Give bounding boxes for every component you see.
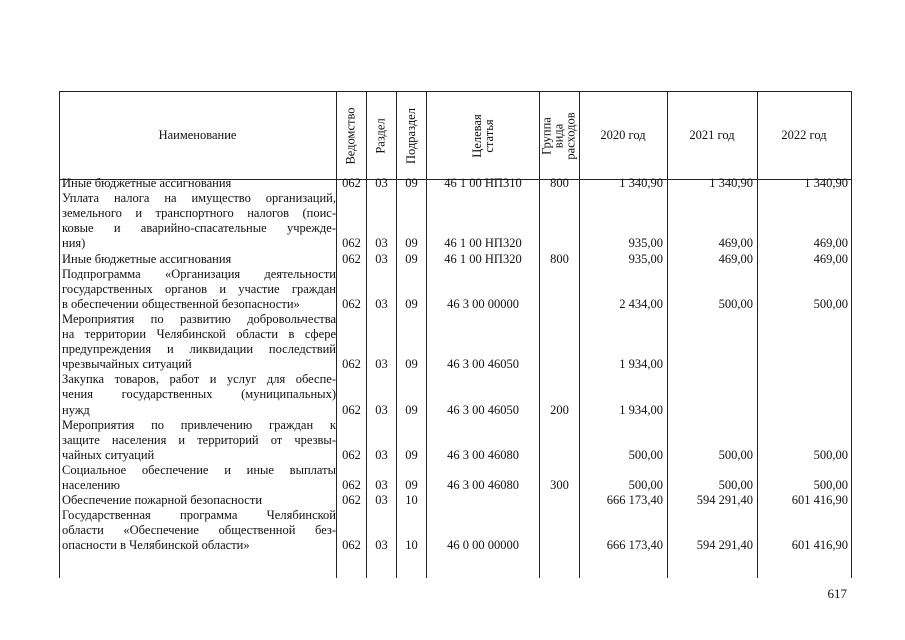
cell-v2022: 469,00 — [813, 236, 848, 251]
cell-grp: 300 — [550, 478, 569, 492]
cell-cel: 46 3 00 46080 — [447, 447, 519, 462]
row-name-line: чрезвычайных ситуаций — [62, 357, 192, 372]
cell-v2021: 500,00 — [718, 478, 753, 492]
cell-raz: 03 — [375, 296, 388, 311]
row-name-line: опасности в Челябинской области» — [62, 538, 250, 553]
cell-cel: 46 1 00 НП320 — [444, 236, 522, 251]
table-border-right — [851, 91, 852, 578]
row-name-line: защите населения и территорий от чрезвы- — [62, 432, 336, 447]
row-name-line: на территории Челябинской области в сфере — [62, 327, 336, 341]
row-name-line: Иные бюджетные ассигнования — [62, 251, 232, 266]
cell-v2020: 1 934,00 — [619, 402, 663, 417]
cell-v2022: 469,00 — [813, 251, 848, 266]
cell-v2020: 1 340,90 — [619, 176, 663, 190]
table-border-left — [59, 91, 60, 578]
header-name — [59, 92, 336, 179]
cell-ved: 062 — [342, 538, 361, 553]
header-2022-text: 2022 год — [781, 128, 827, 142]
cell-v2022: 500,00 — [813, 478, 848, 492]
cell-v2022: 500,00 — [813, 296, 848, 311]
table-rule — [426, 91, 427, 578]
cell-ved: 062 — [342, 493, 361, 508]
cell-grp: 200 — [550, 402, 569, 417]
header-podrazdel — [396, 92, 426, 179]
cell-pod: 09 — [405, 296, 418, 311]
cell-grp: 800 — [550, 251, 569, 266]
cell-raz: 03 — [375, 478, 388, 492]
header-vedomstvo-text: Ведомство — [344, 106, 358, 165]
page-number: 617 — [827, 586, 847, 601]
row-name-line: чения государственных (муниципальных) — [62, 387, 336, 402]
cell-ved: 062 — [342, 251, 361, 266]
cell-raz: 03 — [375, 251, 388, 266]
header-gruppa — [539, 92, 579, 179]
header-2021-text: 2021 год — [689, 128, 735, 142]
cell-v2020: 935,00 — [628, 236, 663, 251]
cell-v2020: 935,00 — [628, 251, 663, 266]
header-celevaya-text: Целевая статья — [469, 113, 496, 158]
cell-v2022: 1 340,90 — [804, 176, 848, 190]
cell-cel: 46 0 00 00000 — [447, 538, 519, 553]
cell-v2021: 594 291,40 — [696, 538, 753, 553]
cell-cel: 46 3 00 00000 — [447, 296, 519, 311]
cell-raz: 03 — [375, 357, 388, 372]
row-name-line: в обеспечении общественной безопасности» — [62, 296, 300, 311]
row-name-line: Уплата налога на имущество организаций, — [62, 191, 336, 206]
header-2020 — [579, 92, 667, 179]
cell-v2022: 601 416,90 — [791, 538, 848, 553]
cell-v2020: 500,00 — [628, 447, 663, 462]
row-name-line: ния) — [62, 236, 86, 251]
row-name-line: нужд — [62, 402, 90, 417]
cell-pod: 09 — [405, 357, 418, 372]
cell-raz: 03 — [375, 493, 388, 508]
header-2021 — [667, 92, 757, 179]
cell-v2021: 469,00 — [718, 236, 753, 251]
row-name-line: Мероприятия по развитию добровольчества — [62, 311, 336, 326]
cell-v2022: 601 416,90 — [791, 493, 848, 508]
cell-pod: 09 — [405, 176, 418, 190]
row-name-line: Иные бюджетные ассигнования — [62, 176, 232, 190]
cell-raz: 03 — [375, 447, 388, 462]
cell-ved: 062 — [342, 357, 361, 372]
cell-raz: 03 — [375, 236, 388, 251]
row-name-line: предупреждения и ликвидации последствий — [62, 342, 336, 357]
row-name-line: населению — [62, 478, 120, 492]
cell-v2020: 2 434,00 — [619, 296, 663, 311]
cell-v2021: 469,00 — [718, 251, 753, 266]
cell-v2020: 1 934,00 — [619, 357, 663, 372]
cell-ved: 062 — [342, 296, 361, 311]
cell-ved: 062 — [342, 236, 361, 251]
header-name-text: Наименование — [158, 128, 237, 142]
cell-raz: 03 — [375, 176, 388, 190]
table-header — [59, 91, 851, 180]
table-rule — [539, 91, 540, 578]
header-2020-text: 2020 год — [600, 128, 646, 142]
row-name-line: государственных органов и участие граждан — [62, 281, 336, 296]
row-name-line: Мероприятия по привлечению граждан к — [62, 417, 336, 432]
cell-cel: 46 3 00 46050 — [447, 357, 519, 372]
row-name-line: Подпрограмма «Организация деятельности — [62, 266, 336, 281]
cell-raz: 03 — [375, 402, 388, 417]
header-vedomstvo — [336, 92, 366, 179]
cell-v2020: 666 173,40 — [606, 493, 663, 508]
cell-v2020: 500,00 — [628, 478, 663, 492]
cell-cel: 46 1 00 НП320 — [444, 251, 522, 266]
cell-cel: 46 3 00 46080 — [447, 478, 519, 492]
cell-v2022: 500,00 — [813, 447, 848, 462]
cell-cel: 46 3 00 46050 — [447, 402, 519, 417]
cell-pod: 10 — [405, 538, 418, 553]
row-name-line: ковые и аварийно-спасательные учрежде- — [62, 221, 336, 236]
row-name-line: Закупка товаров, работ и услуг для обеспе- — [62, 372, 336, 387]
cell-cel: 46 1 00 НП310 — [444, 176, 522, 190]
cell-pod: 09 — [405, 251, 418, 266]
cell-pod: 09 — [405, 478, 418, 492]
row-name-line: Социальное обеспечение и иные выплаты — [62, 462, 336, 477]
cell-ved: 062 — [342, 478, 361, 492]
header-2022 — [757, 92, 851, 179]
cell-v2021: 500,00 — [718, 447, 753, 462]
cell-pod: 09 — [405, 236, 418, 251]
header-razdel-text: Раздел — [374, 117, 389, 154]
header-celevaya — [426, 92, 539, 179]
row-name-line: чайных ситуаций — [62, 447, 155, 462]
row-name-line: Государственная программа Челябинской — [62, 508, 336, 523]
header-podrazdel-text: Подраздел — [404, 107, 418, 164]
cell-grp: 800 — [550, 176, 569, 190]
cell-v2021: 500,00 — [718, 296, 753, 311]
cell-pod: 10 — [405, 493, 418, 508]
header-razdel — [366, 92, 396, 179]
cell-pod: 09 — [405, 402, 418, 417]
cell-pod: 09 — [405, 447, 418, 462]
cell-raz: 03 — [375, 538, 388, 553]
cell-v2021: 594 291,40 — [696, 493, 753, 508]
row-name-line: земельного и транспортного налогов (поис- — [62, 206, 336, 221]
cell-ved: 062 — [342, 402, 361, 417]
row-name-line: Обеспечение пожарной безопасности — [62, 493, 263, 508]
cell-v2020: 666 173,40 — [606, 538, 663, 553]
cell-ved: 062 — [342, 447, 361, 462]
header-gruppa-text: Группа вида расходов — [540, 111, 579, 160]
row-name-line: области «Обеспечение общественной без- — [62, 523, 336, 538]
cell-ved: 062 — [342, 176, 361, 190]
cell-v2021: 1 340,90 — [709, 176, 753, 190]
